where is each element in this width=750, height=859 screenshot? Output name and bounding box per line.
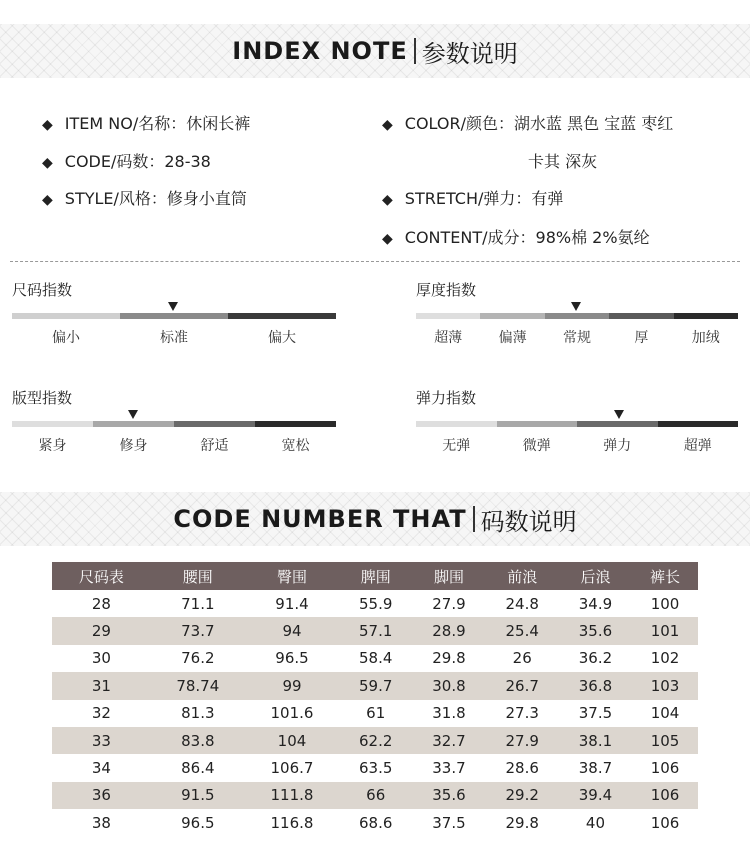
table-cell: 68.6 xyxy=(359,813,393,832)
table-cell: 63.5 xyxy=(359,759,393,778)
thickness-index-bar xyxy=(416,313,738,319)
table-cell: 29 xyxy=(52,617,151,644)
thickness-index-labels xyxy=(416,327,738,347)
table-cell: 106 xyxy=(650,759,680,778)
spec-color: ◆ COLOR/颜色：湖水蓝 黑色 宝蓝 枣红 xyxy=(382,114,674,133)
table-cell: 71.1 xyxy=(181,594,215,613)
table-cell: 96.5 xyxy=(275,649,309,668)
table-cell: 91.5 xyxy=(151,782,245,809)
scale-label: 超弹 xyxy=(683,438,712,454)
table-row xyxy=(52,754,698,781)
scale-label: 常规 xyxy=(562,330,591,346)
table-cell: 35.6 xyxy=(559,617,632,644)
table-cell: 106 xyxy=(632,782,698,809)
table-cell: 96.5 xyxy=(181,813,215,832)
table-cell: 30 xyxy=(91,649,111,668)
fit-index-marker xyxy=(128,410,138,419)
table-cell: 29.2 xyxy=(486,782,559,809)
table-cell: 73.7 xyxy=(151,617,245,644)
table-cell: 36.8 xyxy=(559,672,632,699)
table-cell: 32.7 xyxy=(412,727,485,754)
banner-title-en: INDEX NOTE xyxy=(232,37,408,65)
table-cell: 26 xyxy=(512,649,532,668)
table-cell: 101 xyxy=(632,617,698,644)
scale-label: 舒适 xyxy=(200,438,229,454)
scale-label: 紧身 xyxy=(38,438,67,454)
scale-label: 宽松 xyxy=(281,438,310,454)
table-cell: 61 xyxy=(366,704,386,723)
table-header-cell: 前浪 xyxy=(486,562,559,590)
table-cell: 31 xyxy=(52,672,151,699)
elastic-index-labels xyxy=(416,435,738,455)
table-cell: 34 xyxy=(91,759,111,778)
table-cell: 38.1 xyxy=(559,727,632,754)
code-number-banner xyxy=(0,492,750,546)
table-cell: 57.1 xyxy=(339,617,412,644)
table-row xyxy=(52,645,698,672)
table-cell: 32 xyxy=(91,704,111,723)
table-cell: 29.8 xyxy=(432,649,466,668)
table-row xyxy=(52,590,698,617)
table-cell: 55.9 xyxy=(359,594,393,613)
spec-content: ◆ CONTENT/成分：98%棉 2%氨纶 xyxy=(382,228,650,247)
table-cell: 78.74 xyxy=(151,672,245,699)
table-cell: 38.7 xyxy=(578,759,613,778)
table-row xyxy=(52,727,698,754)
table-cell: 62.2 xyxy=(339,727,412,754)
spec-color-cont: 卡其 深灰 xyxy=(528,152,598,171)
diamond-icon: ◆ xyxy=(382,231,393,247)
table-cell: 106 xyxy=(650,813,680,832)
table-cell: 30.8 xyxy=(412,672,485,699)
diamond-icon: ◆ xyxy=(382,117,393,133)
diamond-icon: ◆ xyxy=(42,117,53,133)
table-row xyxy=(52,617,698,644)
scale-label: 偏薄 xyxy=(498,330,527,346)
table-header-cell: 裤长 xyxy=(632,562,698,590)
table-row xyxy=(52,700,698,727)
table-row xyxy=(52,809,698,836)
table-cell: 24.8 xyxy=(505,594,539,613)
diamond-icon: ◆ xyxy=(382,192,393,208)
table-cell: 99 xyxy=(245,672,339,699)
table-row xyxy=(52,672,698,699)
scale-label: 修身 xyxy=(119,438,148,454)
table-cell: 111.8 xyxy=(245,782,339,809)
size-table xyxy=(52,562,698,837)
table-cell: 86.4 xyxy=(181,759,215,778)
scale-label: 微弹 xyxy=(522,438,551,454)
table-cell: 103 xyxy=(632,672,698,699)
index-note-banner xyxy=(0,24,750,78)
diamond-icon: ◆ xyxy=(42,192,53,208)
banner-separator xyxy=(414,38,416,64)
table-cell: 27.3 xyxy=(505,704,539,723)
banner-title-cn: 码数说明 xyxy=(480,507,577,536)
banner-title-en: CODE NUMBER THAT xyxy=(173,505,467,533)
table-cell: 26.7 xyxy=(486,672,559,699)
table-cell: 104 xyxy=(650,704,680,723)
table-cell: 28.9 xyxy=(412,617,485,644)
scale-label: 无弹 xyxy=(442,438,471,454)
table-cell: 31.8 xyxy=(432,704,466,723)
spec-style: ◆ STYLE/风格：修身小直筒 xyxy=(42,189,247,208)
size-index-marker xyxy=(168,302,178,311)
scale-label: 偏小 xyxy=(52,330,80,346)
table-cell: 40 xyxy=(585,813,606,832)
table-cell: 39.4 xyxy=(559,782,632,809)
scale-label: 加绒 xyxy=(691,330,720,346)
banner-title-cn: 参数说明 xyxy=(421,39,518,68)
table-cell: 83.8 xyxy=(151,727,245,754)
thickness-index-marker xyxy=(571,302,581,311)
divider xyxy=(10,261,740,262)
table-cell: 27.9 xyxy=(486,727,559,754)
spec-item: ◆ ITEM NO/名称：休闲长裤 xyxy=(42,114,251,133)
scale-label: 弹力 xyxy=(603,438,632,454)
diamond-icon: ◆ xyxy=(42,155,53,171)
table-cell: 94 xyxy=(245,617,339,644)
fit-index-bar xyxy=(12,421,336,427)
table-cell: 66 xyxy=(339,782,412,809)
table-header-cell: 尺码表 xyxy=(52,562,151,590)
table-cell: 25.4 xyxy=(486,617,559,644)
elastic-index-bar xyxy=(416,421,738,427)
table-header-cell: 臀围 xyxy=(245,562,339,590)
size-index-bar xyxy=(12,313,336,319)
table-header-cell: 腰围 xyxy=(151,562,245,590)
table-cell: 116.8 xyxy=(270,813,314,832)
size-index-labels xyxy=(12,327,336,347)
table-cell: 38 xyxy=(91,813,111,832)
table-cell: 37.5 xyxy=(578,704,613,723)
elastic-index-title: 弹力指数 xyxy=(416,389,477,407)
table-cell: 102 xyxy=(650,649,680,668)
table-cell: 104 xyxy=(245,727,339,754)
fit-index-title: 版型指数 xyxy=(12,389,73,407)
table-cell: 106.7 xyxy=(270,759,314,778)
table-cell: 58.4 xyxy=(359,649,393,668)
table-cell: 81.3 xyxy=(181,704,215,723)
table-row xyxy=(52,782,698,809)
table-cell: 35.6 xyxy=(412,782,485,809)
table-cell: 29.8 xyxy=(505,813,539,832)
scale-label: 厚 xyxy=(634,330,649,346)
scale-label: 超薄 xyxy=(434,330,463,346)
table-cell: 101.6 xyxy=(270,704,314,723)
table-cell: 33 xyxy=(52,727,151,754)
scale-label: 偏大 xyxy=(268,330,296,346)
table-cell: 91.4 xyxy=(275,594,309,613)
table-cell: 37.5 xyxy=(432,813,466,832)
table-cell: 33.7 xyxy=(432,759,466,778)
table-header-cell: 脾围 xyxy=(339,562,412,590)
table-cell: 36 xyxy=(52,782,151,809)
banner-separator xyxy=(473,506,475,532)
table-cell: 105 xyxy=(632,727,698,754)
spec-stretch: ◆ STRETCH/弹力：有弹 xyxy=(382,189,564,208)
table-header-row xyxy=(52,562,698,590)
table-cell: 59.7 xyxy=(339,672,412,699)
table-cell: 28 xyxy=(91,594,111,613)
table-header-cell: 脚围 xyxy=(412,562,485,590)
table-cell: 27.9 xyxy=(432,594,466,613)
table-cell: 100 xyxy=(650,594,680,613)
table-cell: 36.2 xyxy=(578,649,613,668)
fit-index-labels xyxy=(12,435,336,455)
elastic-index-marker xyxy=(614,410,624,419)
thickness-index-title: 厚度指数 xyxy=(416,281,477,299)
table-cell: 34.9 xyxy=(578,594,613,613)
table-cell: 28.6 xyxy=(505,759,539,778)
size-index-title: 尺码指数 xyxy=(12,281,73,299)
table-header-cell: 后浪 xyxy=(559,562,632,590)
scale-label: 标准 xyxy=(160,330,188,346)
spec-code: ◆ CODE/码数：28-38 xyxy=(42,152,211,171)
table-cell: 76.2 xyxy=(181,649,215,668)
